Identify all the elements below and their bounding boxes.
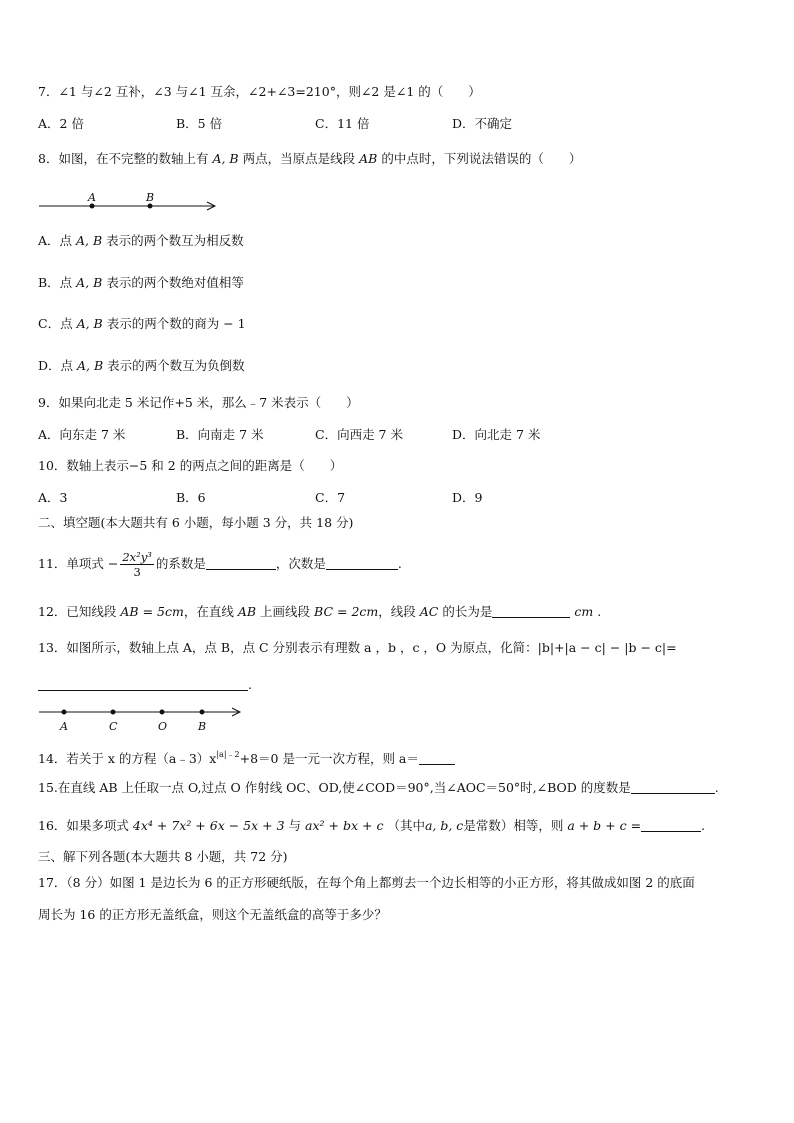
q13-stem: 13．如图所示，数轴上点 A，点 B，点 C 分别表示有理数 a ，b ，c ，O 为原点，化简：|b|+|a − c| − |b − c|= bbox=[38, 640, 677, 655]
q10-option-b: B．6 bbox=[176, 490, 206, 505]
option-text: 表示的两个数的商为 − 1 bbox=[106, 316, 246, 331]
point-c-dot bbox=[111, 710, 116, 715]
q14-text: 14．若关于 x 的方程（a﹣3）x bbox=[38, 751, 217, 766]
q9-stem: 9．如果向北走 5 米记作+5 米，那么﹣7 米表示（ ） bbox=[38, 395, 359, 410]
q12-unit: cm bbox=[574, 604, 594, 619]
q14 bbox=[38, 751, 455, 767]
q8-stem bbox=[38, 151, 581, 167]
q10-stem: 10．数轴上表示−5 和 2 的两点之间的距离是（ ） bbox=[38, 458, 343, 473]
point-a-label: A bbox=[88, 191, 96, 204]
q17-line-1: 17．（8 分）如图 1 是边长为 6 的正方形硬纸版，在每个角上都剪去一个边长相等的小正方形，将其做成如图 2 的底面 bbox=[38, 875, 695, 890]
option-text: 表示的两个数互为负倒数 bbox=[107, 358, 245, 373]
q12-answer-blank[interactable] bbox=[492, 605, 570, 618]
q11-answer-blank-1[interactable] bbox=[206, 557, 276, 570]
q11-text: ，次数是 bbox=[275, 556, 326, 571]
q8-var-ab: AB bbox=[359, 151, 378, 166]
option-prefix: B．点 bbox=[38, 275, 73, 290]
q16-vars: a, b, c bbox=[424, 818, 464, 833]
q15-end: . bbox=[714, 780, 719, 795]
q8-var-ab: A, B bbox=[212, 151, 239, 166]
q15 bbox=[38, 780, 719, 796]
q16-sum: a + b + c = bbox=[567, 818, 642, 833]
q7-stem: 7．∠1 与∠2 互补，∠3 与∠1 互余，∠2+∠3=210°，则∠2 是∠1 的（ ） bbox=[38, 84, 481, 99]
q13-answer-line bbox=[38, 677, 252, 693]
q16-poly: 4x⁴ + 7x² + 6x − 5x + 3 bbox=[132, 818, 285, 833]
q15-text: 15.在直线 AB 上任取一点 O,过点 O 作射线 OC、OD,使∠COD＝90°,当∠AOC＝50°时,∠BOD 的度数是 bbox=[38, 780, 631, 795]
q11-denominator: 3 bbox=[133, 565, 141, 579]
q16 bbox=[38, 818, 705, 834]
option-vars: A, B bbox=[77, 358, 104, 373]
q16-text: 16．如果多项式 bbox=[38, 818, 129, 833]
q8-stem-part: 两点，当原点是线段 bbox=[242, 151, 356, 166]
q12 bbox=[38, 604, 601, 620]
q8-number-line bbox=[36, 188, 226, 214]
q12-text: . bbox=[597, 604, 602, 619]
q13-answer-blank[interactable] bbox=[38, 678, 248, 691]
q7-option-b: B．5 倍 bbox=[176, 116, 223, 131]
point-b-label: B bbox=[146, 191, 155, 204]
option-prefix: A．点 bbox=[38, 233, 73, 248]
q14-exponent: |a|﹣2 bbox=[216, 750, 240, 759]
q11-fraction bbox=[120, 550, 154, 579]
point-b-label: B bbox=[198, 720, 207, 733]
point-c-label: C bbox=[109, 720, 118, 733]
option-text: 表示的两个数绝对值相等 bbox=[106, 275, 244, 290]
q11-prefix: 11．单项式 − bbox=[38, 556, 119, 571]
option-prefix: C．点 bbox=[38, 316, 73, 331]
q9-option-d: D．向北走 7 米 bbox=[452, 427, 541, 442]
q11-text: 的系数是 bbox=[155, 556, 206, 571]
q10-option-d: D．9 bbox=[452, 490, 483, 505]
q8-option-c bbox=[38, 316, 246, 332]
q11-answer-blank-2[interactable] bbox=[326, 557, 398, 570]
option-text: 表示的两个数互为相反数 bbox=[106, 233, 244, 248]
option-prefix: D．点 bbox=[38, 358, 74, 373]
point-b-dot bbox=[148, 204, 153, 209]
q7-option-a: A．2 倍 bbox=[38, 116, 84, 131]
q10-option-c: C．7 bbox=[315, 490, 346, 505]
q13-end: . bbox=[248, 677, 252, 692]
q9-option-a: A．向东走 7 米 bbox=[38, 427, 126, 442]
q16-end: . bbox=[701, 818, 706, 833]
point-a-dot bbox=[62, 710, 67, 715]
q12-text: ，线段 bbox=[378, 604, 416, 619]
option-vars: A, B bbox=[76, 275, 103, 290]
option-vars: A, B bbox=[76, 233, 103, 248]
q7-option-c: C．11 倍 bbox=[315, 116, 370, 131]
q12-math: AC bbox=[419, 604, 439, 619]
point-o-dot bbox=[160, 710, 165, 715]
q9-option-b: B．向南走 7 米 bbox=[176, 427, 264, 442]
point-a-dot bbox=[90, 204, 95, 209]
section-heading-solve: 三、解下列各题(本大题共 8 小题，共 72 分) bbox=[38, 849, 288, 864]
q16-text: 与 bbox=[288, 818, 302, 833]
q8-option-d bbox=[38, 358, 245, 374]
q16-text: 是常数）相等，则 bbox=[463, 818, 564, 833]
q12-text: 的长为是 bbox=[442, 604, 493, 619]
q12-text: ，在直线 bbox=[183, 604, 234, 619]
q12-math: AB = 5cm bbox=[120, 604, 184, 619]
q11 bbox=[38, 546, 402, 582]
q16-text: （其中 bbox=[387, 818, 425, 833]
q8-stem-part: 的中点时，下列说法错误的（ ） bbox=[381, 151, 582, 166]
q8-stem-part: 8．如图，在不完整的数轴上有 bbox=[38, 151, 209, 166]
q8-option-b bbox=[38, 275, 244, 291]
q10-option-a: A．3 bbox=[38, 490, 68, 505]
q9-option-c: C．向西走 7 米 bbox=[315, 427, 403, 442]
q13-number-line bbox=[36, 702, 248, 736]
option-vars: A, B bbox=[76, 316, 103, 331]
q12-math: AB bbox=[237, 604, 257, 619]
point-b-dot bbox=[200, 710, 205, 715]
q11-text: . bbox=[397, 556, 402, 571]
q12-math: BC = 2cm bbox=[314, 604, 379, 619]
q14-text: +8＝0 是一元一次方程，则 a＝ bbox=[239, 751, 419, 766]
q17-line-2: 周长为 16 的正方形无盖纸盒，则这个无盖纸盒的高等于多少？ bbox=[38, 907, 387, 922]
q8-option-a bbox=[38, 233, 244, 249]
q14-answer-blank[interactable] bbox=[419, 752, 455, 765]
q16-poly: ax² + bx + c bbox=[305, 818, 384, 833]
q12-text: 12．已知线段 bbox=[38, 604, 117, 619]
point-o-label: O bbox=[158, 720, 168, 733]
q15-answer-blank[interactable] bbox=[631, 781, 715, 794]
q11-numerator: 2x²y³ bbox=[122, 550, 152, 564]
q12-text: 上画线段 bbox=[260, 604, 311, 619]
point-a-label: A bbox=[60, 720, 68, 733]
q16-answer-blank[interactable] bbox=[641, 819, 701, 832]
q7-option-d: D．不确定 bbox=[452, 116, 513, 131]
section-heading-fill-in: 二、填空题(本大题共有 6 小题，每小题 3 分，共 18 分) bbox=[38, 515, 354, 530]
